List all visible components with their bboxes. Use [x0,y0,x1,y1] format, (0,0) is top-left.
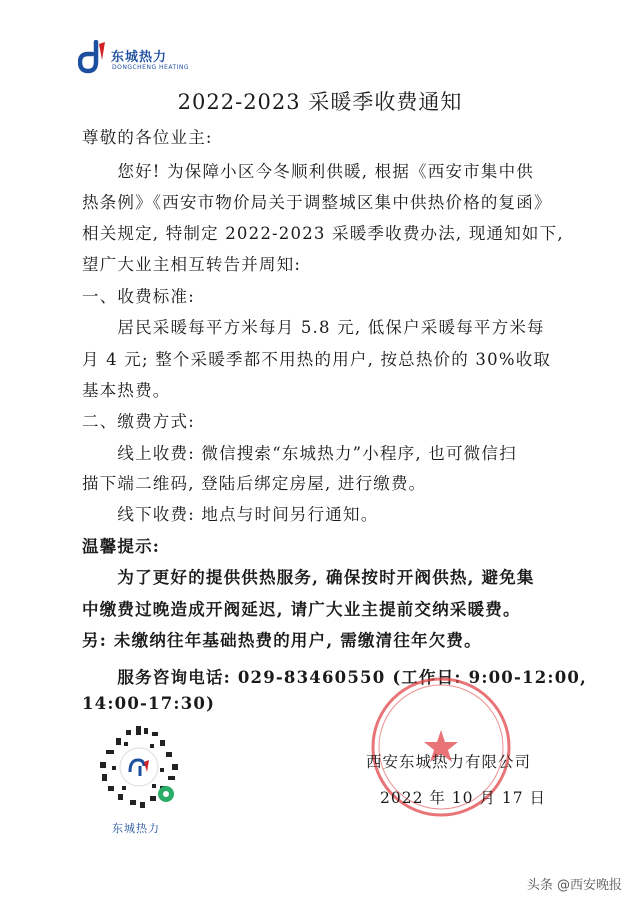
section-heading-fees: 一、收费标准: [82,287,195,306]
section-heading-payment: 二、缴费方式: [82,412,195,431]
paragraph-line: 描下端二维码, 登陆后绑定房屋, 进行缴费。 [82,474,427,493]
paragraph-line: 为了更好的提供供热服务, 确保按时开阀供热, 避免集 [82,568,535,587]
paragraph-line: 望广大业主相互转告并周知: [82,255,302,274]
paragraph-line: 中缴费过晚造成开阀延迟, 请广大业主提前交纳采暖费。 [82,600,521,619]
salutation: 尊敬的各位业主: [82,128,213,147]
paragraph-line: 线下收费: 地点与时间另行通知。 [82,505,379,524]
source-watermark: 头条 @西安晚报 [526,878,622,893]
paragraph-line: 另: 未缴纳往年基础热费的用户, 需缴清往年欠费。 [82,631,482,650]
qr-caption: 东城热力 [112,822,160,835]
company-logo [78,40,198,78]
logo-text-en: DONGCHENG HEATING [112,64,190,71]
paragraph-line: 线上收费: 微信搜索“东城热力”小程序, 也可微信扫 [82,444,517,463]
mini-program-qr-code[interactable] [94,722,184,812]
service-phone-line: 服务咨询电话: 029-83460550 (工作日: 9:00-12:00, [82,668,587,687]
paragraph-line: 基本热费。 [82,381,171,400]
paragraph-line: 居民采暖每平方米每月 5.8 元, 低保户采暖每平方米每 [82,318,545,337]
service-hours-line: 14:00-17:30) [82,694,216,713]
issue-date: 2022 年 10 月 17 日 [380,789,547,807]
logo-text-cn: 东城热力 [111,50,168,65]
paragraph-line: 相关规定, 特制定 2022-2023 采暖季收费办法, 现通知如下, [82,224,564,243]
paragraph-line: 热条例》《西安市物价局关于调整城区集中供热价格的复函》 [82,193,552,212]
logo-mark-icon [78,40,108,74]
issuer-company: 西安东城热力有限公司 [366,753,532,771]
paragraph-line: 月 4 元; 整个采暖季都不用热的用户, 按总热价的 30%收取 [82,350,552,369]
tips-heading: 温馨提示: [82,537,161,556]
page-title: 2022-2023 采暖季收费通知 [177,90,463,114]
qr-code-icon [94,722,184,812]
paragraph-line: 您好! 为保障小区今冬顺利供暖, 根据《西安市集中供 [82,162,534,181]
